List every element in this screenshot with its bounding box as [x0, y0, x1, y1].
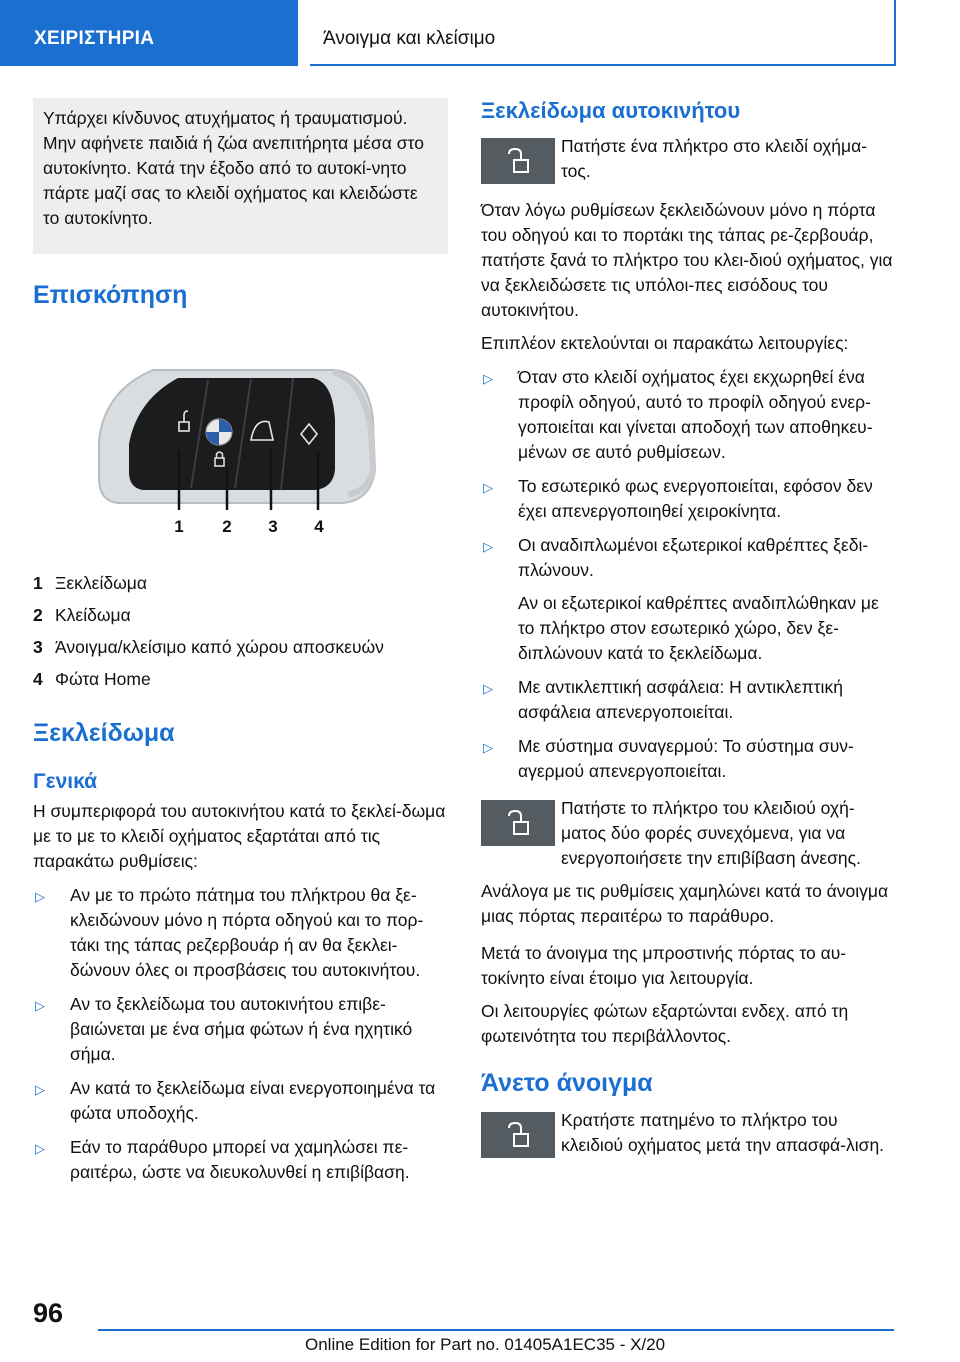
press-instruction [481, 134, 895, 184]
general-heading: Γενικά [33, 770, 98, 793]
legend-item [33, 663, 447, 695]
right-column [481, 98, 895, 1162]
page-number: 96 [33, 1298, 64, 1328]
list-item-text: Το εσωτερικό φως ενεργοποιείται, εφόσον δεν έχει απενεργοποιηθεί χειροκίνητα. [518, 476, 873, 521]
legend-number: 4 [33, 668, 43, 689]
warning-text: Υπάρχει κίνδυνος ατυχήματος ή τραυματισμού. Μην αφήνετε παιδιά ή ζώα ανεπιτήρητα μέσα στο αυτοκίνητο. Κατά την έξοδο από το αυτοκί-νητο πάρτε μαζί σας το κλειδί οχήματος και κλειδώστε το αυτοκίνητο. [43, 108, 424, 228]
triangle-bullet-icon: ▷ [35, 1082, 45, 1097]
callout-3: 3 [268, 517, 278, 536]
mirror-note: Αν οι εξωτερικοί καθρέπτες αναδιπλώθηκαν με το πλήκτρο στον εσωτερικό χώρο, δεν ξε-διπλώνουν κατά το ξεκλείδωμα. [518, 593, 879, 663]
legend-text: Άνοιγμα/κλείσιμο καπό χώρου αποσκευών [55, 636, 384, 657]
left-column [33, 98, 447, 1185]
callout-1: 1 [174, 517, 184, 536]
list-item [33, 1076, 447, 1126]
paragraph: Οι λειτουργίες φώτων εξαρτώνται ενδεχ. από τη φωτεινότητα του περιβάλλοντος. [481, 1001, 849, 1046]
chapter-title: Άνοιγμα και κλείσιμο [323, 28, 496, 49]
paragraph: Επιπλέον εκτελούνται οι παρακάτω λειτουργίες: [481, 333, 849, 353]
overview-heading: Επισκόπηση [33, 281, 188, 309]
page-header [0, 0, 960, 66]
list-item-text: Αν με το πρώτο πάτημα του πλήκτρου θα ξε-κλειδώνουν μόνο η πόρτα οδηγού και το πορ-τάκι της τάπας ρεζερβουάρ ή αν θα ξεκλει-δώνουν όλες οι προσβάσεις του αυτοκινήτου. [70, 885, 424, 980]
settings-list [33, 883, 447, 1185]
list-item-text: Με σύστημα συναγερμού: Το σύστημα συν-αγερμού απενεργοποιείται. [518, 736, 854, 781]
triangle-bullet-icon: ▷ [483, 740, 493, 755]
chapter-tab [310, 0, 896, 66]
legend-number: 1 [33, 572, 43, 593]
legend-number: 3 [33, 636, 43, 657]
paragraph: Όταν λόγω ρυθμίσεων ξεκλειδώνουν μόνο η πόρτα του οδηγού και το πορτάκι της τάπας ρε-ζερβουάρ, πατήστε ξανά το πλήκτρο του κλει-διού οχήματος, για να ξεκλειδώσετε τις υπόλοι-πες εισόδους του αυτοκινήτου. [481, 200, 893, 320]
press-twice-instruction [481, 796, 895, 871]
list-item [481, 734, 895, 784]
list-item [33, 883, 447, 983]
list-item [481, 365, 895, 465]
press-text: Πατήστε ένα πλήκτρο στο κλειδί οχήμα-τος. [561, 136, 868, 181]
unlock-icon [481, 138, 555, 184]
triangle-bullet-icon: ▷ [483, 539, 493, 554]
section-tab [0, 0, 298, 66]
triangle-bullet-icon: ▷ [483, 480, 493, 495]
triangle-bullet-icon: ▷ [35, 998, 45, 1013]
callout-2: 2 [222, 517, 232, 536]
warning-box [33, 98, 448, 254]
hold-instruction [481, 1108, 895, 1158]
list-item-text: Όταν στο κλειδί οχήματος έχει εκχωρηθεί ένα προφίλ οδηγού, αυτό το προφίλ οδηγού ενερ-γοποιείται και γίνεται αποδοχή των αποθηκευ-μένων σε αυτό ρυθμίσεων. [518, 367, 873, 462]
list-item-text: Αν κατά το ξεκλείδωμα είναι ενεργοποιημένα τα φώτα υποδοχής. [70, 1078, 436, 1123]
list-item-text: Με αντικλεπτική ασφάλεια: Η αντικλεπτική ασφάλεια απενεργοποιείται. [518, 677, 843, 722]
list-item [33, 1135, 447, 1185]
paragraph: Ανάλογα με τις ρυθμίσεις χαμηλώνει κατά το άνοιγμα μιας πόρτας περαιτέρω το παράθυρο. [481, 881, 889, 926]
section-title: ΧΕΙΡΙΣΤΗΡΙΑ [34, 28, 155, 49]
unlock-icon [481, 800, 555, 846]
figure-legend [33, 567, 447, 695]
press-twice-text: Πατήστε το πλήκτρο του κλειδιού οχή-ματος δύο φορές συνεχόμενα, για να ενεργοποιήσετε την επιβίβαση άνεσης. [561, 798, 861, 868]
footer-divider [98, 1329, 894, 1331]
list-item [33, 992, 447, 1067]
unlocking-heading: Ξεκλείδωμα [33, 719, 175, 747]
edition-text: Online Edition for Part no. 01405A1EC35 - X/20 [305, 1335, 666, 1354]
list-item-text: Οι αναδιπλωμένοι εξωτερικοί καθρέπτες ξεδι-πλώνουν. [518, 535, 869, 580]
car-key-figure [33, 360, 447, 540]
list-item [481, 474, 895, 524]
list-item-text: Αν το ξεκλείδωμα του αυτοκινήτου επιβε-βαιώνεται με ένα σήμα φώτων ή ένα ηχητικό σήμα. [70, 994, 413, 1064]
legend-text: Ξεκλείδωμα [55, 572, 147, 593]
paragraph: Μετά το άνοιγμα της μπροστινής πόρτας το αυ-τοκίνητο είναι έτοιμο για λειτουργία. [481, 943, 847, 988]
legend-item [33, 631, 447, 663]
triangle-bullet-icon: ▷ [483, 681, 493, 696]
callout-4: 4 [314, 517, 324, 536]
legend-text: Κλείδωμα [55, 604, 131, 625]
hold-text: Κρατήστε πατημένο το πλήκτρο του κλειδιού οχήματος μετά την απασφά-λιση. [561, 1110, 885, 1155]
list-item [481, 533, 895, 666]
triangle-bullet-icon: ▷ [483, 371, 493, 386]
triangle-bullet-icon: ▷ [35, 889, 45, 904]
list-item-text: Εάν το παράθυρο μπορεί να χαμηλώσει πε-ραιτέρω, ώστε να διευκολυνθεί η επιβίβαση. [70, 1137, 410, 1182]
functions-list [481, 365, 895, 784]
legend-item [33, 599, 447, 631]
legend-text: Φώτα Home [55, 668, 151, 689]
legend-item [33, 567, 447, 599]
triangle-bullet-icon: ▷ [35, 1141, 45, 1156]
unlock-vehicle-heading: Ξεκλείδωμα αυτοκινήτου [481, 98, 741, 123]
general-text: Η συμπεριφορά του αυτοκινήτου κατά το ξεκλεί-δωμα με το με το κλειδί οχήματος εξαρτάται από τις παρακάτω ρυθμίσεις: [33, 801, 446, 871]
comfort-opening-heading: Άνετο άνοιγμα [481, 1069, 653, 1097]
car-key-illustration [33, 360, 447, 540]
legend-number: 2 [33, 604, 43, 625]
unlock-icon [481, 1112, 555, 1158]
list-item [481, 675, 895, 725]
